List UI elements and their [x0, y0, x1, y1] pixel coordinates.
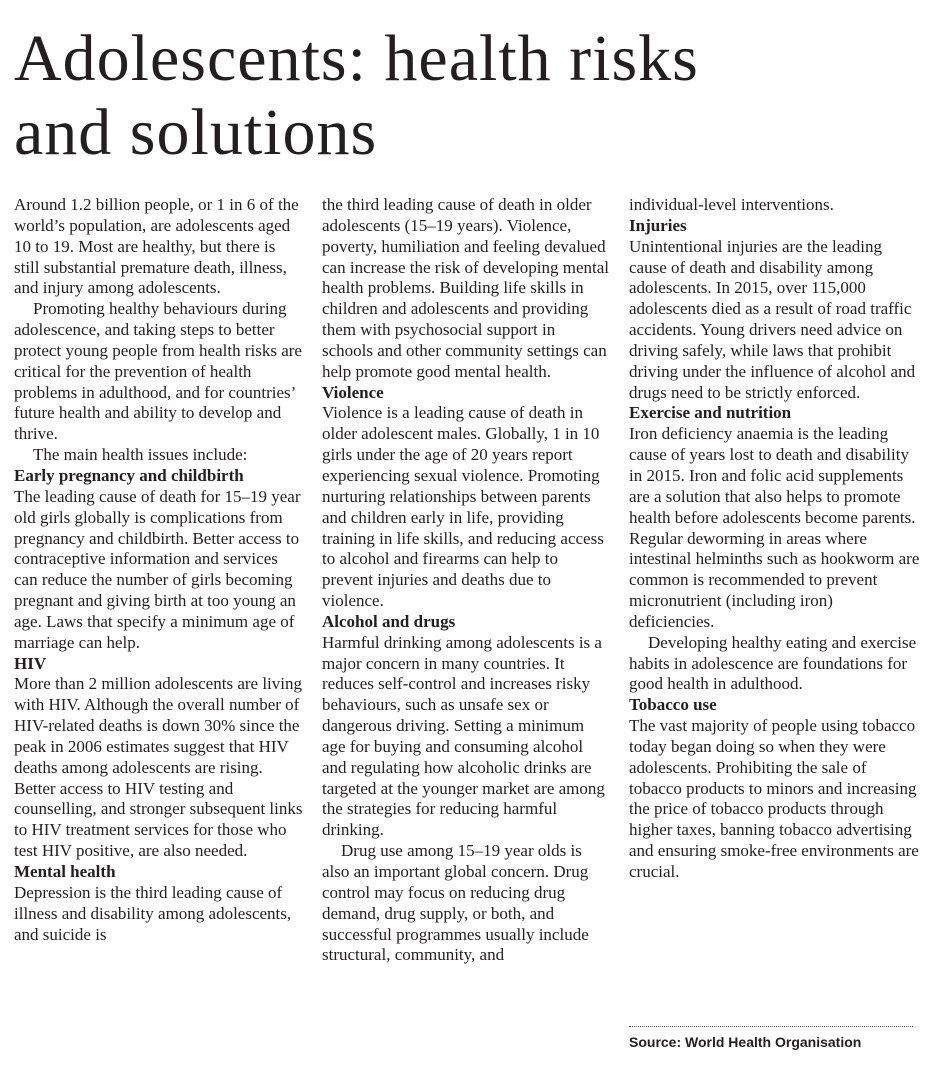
column-2: [322, 195, 610, 966]
drug-paragraph-start: Drug use among 15–19 year olds is also an important global concern. Drug control may focus on reducing drug demand, drug supply, or both, and successful programmes usually include structural, community, and: [322, 841, 589, 965]
mental-health-paragraph-start: Depression is the third leading cause of illness and disability among adolescents, and suicide is: [14, 882, 292, 944]
source-divider: [629, 1026, 913, 1027]
pregnancy-heading: Early pregnancy and childbirth: [14, 465, 244, 485]
injuries-heading: Injuries: [629, 215, 687, 235]
title-line-1: Adolescents: health risks: [14, 22, 699, 95]
article-title: [14, 22, 934, 170]
column-3: [629, 195, 921, 883]
intro-paragraph: Around 1.2 billion people, or 1 in 6 of the world’s population, are adolescents aged 10 to 19. Most are healthy, but there is still substantial premature death, illness, and injury among adolescents.: [14, 195, 299, 298]
mental-health-paragraph-end: the third leading cause of death in older adolescents (15–19 years). Violence, poverty, humiliation and feeling devalued can increase the risk of developing mental health problems. Building life skills in children and adolescents and providing them with psychosocial support in schools and other community settings can help promote good mental health.: [322, 195, 609, 381]
mental-health-heading: Mental health: [14, 862, 116, 881]
column-1: [14, 195, 304, 945]
promoting-paragraph: Promoting healthy behaviours during adolescence, and taking steps to better protect young people from health risks are critical for the prevention of health problems in adulthood, and for countries’ future health and ability to develop and thrive.: [14, 299, 302, 444]
violence-paragraph: Violence is a leading cause of death in older adolescent males. Globally, 1 in 10 girls under the age of 20 years report experiencing sexual violence. Promoting nurturing relationships between parents and children early in life, providing training in life skills, and reducing access to alcohol and firearms can help to prevent injuries and deaths due to violence.: [322, 403, 604, 611]
violence-heading: Violence: [322, 382, 384, 402]
main-issues-paragraph: The main health issues include:: [33, 445, 248, 465]
tobacco-heading: Tobacco use: [629, 695, 717, 715]
tobacco-paragraph: The vast majority of people using tobacco today began doing so when they were adolescents. Prohibiting the sale of tobacco products to minors and increasing the price of tobacco products through higher taxes, banning tobacco advertising and ensuring smoke-free environments are crucial.: [629, 716, 919, 881]
source-credit: Source: World Health Organisation: [629, 1034, 862, 1050]
exercise-nutrition-heading: Exercise and nutrition: [629, 403, 792, 423]
eating-habits-paragraph: Developing healthy eating and exercise habits in adolescence are foundations for good health in adulthood.: [629, 632, 917, 694]
hiv-heading: HIV: [14, 653, 47, 673]
drug-paragraph-end: individual-level interventions.: [629, 195, 834, 214]
alcohol-drugs-heading: Alcohol and drugs: [322, 611, 456, 631]
alcohol-paragraph: Harmful drinking among adolescents is a major concern in many countries. It reduces self-control and increases risky behaviours, such as unsafe sex or dangerous driving. Setting a minimum age for buying and consuming alcohol and regulating how alcoholic drinks are targeted at the younger market are among the strategies for reducing harmful drinking.: [322, 632, 605, 840]
exercise-paragraph: Iron deficiency anaemia is the leading cause of years lost to death and disability in 2015. Iron and folic acid supplements are a solution that also helps to promote health before adolescents become parents. Regular deworming in areas where intestinal helminths such as hookworm are common is recommended to prevent micronutrient (including iron) deficiencies.: [629, 424, 920, 631]
pregnancy-paragraph: The leading cause of death for 15–19 year old girls globally is complications from pregnancy and childbirth. Better access to contraceptive information and services can reduce the number of girls becoming pregnant and giving birth at too young an age. Laws that specify a minimum age of marriage can help.: [14, 486, 301, 652]
title-line-2: and solutions: [14, 96, 378, 169]
hiv-paragraph: More than 2 million adolescents are living with HIV. Although the overall number of HIV-related deaths is down 30% since the peak in 2006 estimates suggest that HIV deaths among adolescents are rising. Better access to HIV testing and counselling, and stronger subsequent links to HIV treatment services for those who test HIV positive, are also needed.: [14, 674, 303, 861]
injuries-paragraph: Unintentional injuries are the leading cause of death and disability among adolescents. In 2015, over 115,000 adolescents died as a result of road traffic accidents. Young drivers need advice on driving safely, while laws that prohibit driving under the influence of alcohol and drugs need to be strictly enforced.: [629, 236, 916, 402]
